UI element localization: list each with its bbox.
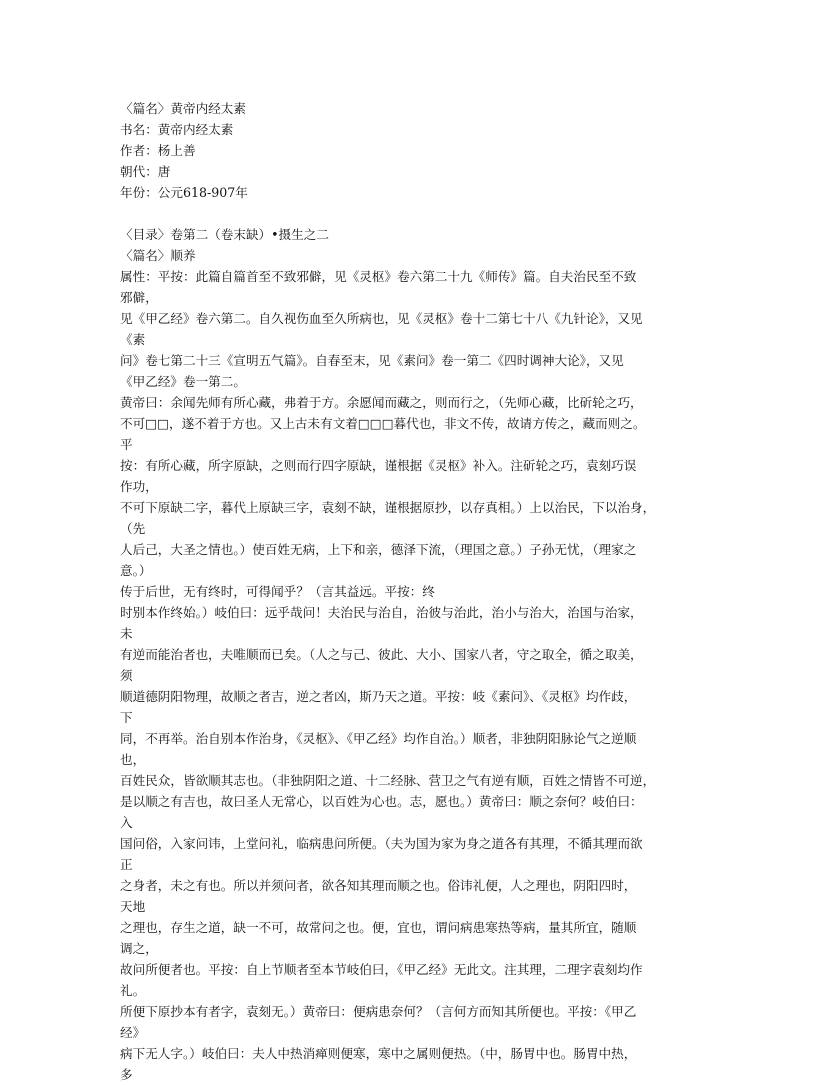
body-line: 邪僻， [120,290,158,305]
body-line: 黄帝曰：余闻先师有所心藏，弗着于方。余愿闻而藏之，则而行之，（先师心藏，比斫轮之巧， [120,395,643,410]
body-line: 正 [120,857,133,872]
body-line: 时别本作终始。）岐伯曰：远乎哉问！夫治民与治自，治彼与治此，治小与治大，治国与治家， [120,605,643,620]
document-body [120,224,696,1085]
header-line-years: 年份：公元618-907年 [120,185,248,200]
body-line: 传于后世，无有终时，可得闻乎？（言其益远。平按：终 [120,584,435,599]
body-line: 问》卷七第二十三《宣明五气篇》。自春至末，见《素问》卷一第二《四时调神大论》，又见 [120,353,624,368]
body-line: 按：有所心藏，所字原缺，之则而行四字原缺，谨根据《灵枢》补入。注斫轮之巧，袁刻巧误 [120,458,637,473]
body-line: 〈篇名〉顺养 [120,248,196,263]
body-line: 顺道德阴阳物理，故顺之者吉，逆之者凶，斯乃天之道。平按：岐《素问》、《灵枢》均作歧， [120,689,637,704]
section-spacer [120,203,696,224]
body-line: 《甲乙经》卷一第二。 [120,374,246,389]
body-line: 不可□□，遂不着于方也。又上古未有文着□□□暮代也，非文不传，故请方传之，藏而则之。 [120,416,646,431]
body-line: 属性：平按：此篇自篇首至不致邪僻，见《灵枢》卷六第二十九《师传》篇。自夫治民至不致 [120,269,637,284]
body-line: 见《甲乙经》卷六第二。自久视伤血至久所病也，见《灵枢》卷十二第七十八《九针论》，又见 [120,311,643,326]
body-line: 之理也，存生之道，缺一不可，故常问之也。便，宜也，谓问病患寒热等病，量其所宜，随顺 [120,920,637,935]
body-line: 意。） [120,563,152,578]
body-line: 未 [120,626,133,641]
body-line: 经》 [120,1025,146,1040]
body-line: 礼。 [120,983,146,998]
header-line-book-name: 书名：黄帝内经太素 [120,122,234,137]
body-line: 也， [120,752,146,767]
body-line: 病下无人字。）岐伯曰：夫人中热消瘅则便寒，寒中之属则便热。（中，肠胃中也。肠胃中热， [120,1046,637,1061]
body-line: 国问俗，入家问讳，上堂问礼，临病患问所便。（夫为国为家为身之道各有其理，不循其理而欲 [120,836,643,851]
body-line: 不可下原缺二字，暮代上原缺三字，袁刻不缺，谨根据原抄，以存真相。）上以治民，下以治身， [120,500,656,515]
body-line: 调之， [120,941,158,956]
body-line: 人后己，大圣之情也。）使百姓无病，上下和亲，德泽下流，（理国之意。）子孙无忧，（理家之 [120,542,637,557]
body-line: 同，不再举。治自别本作治身，《灵枢》、《甲乙经》均作自治。）顺者，非独阴阳脉论气之逆顺 [120,731,637,746]
body-line: 须 [120,668,133,683]
body-line: 入 [120,815,133,830]
header-line-title-tag: 〈篇名〉黄帝内经太素 [120,101,246,116]
body-line: 之身者，未之有也。所以并须问者，欲各知其理而顺之也。俗讳礼便，人之理也，阴阳四时， [120,878,637,893]
body-line: 平 [120,437,133,452]
body-line: 所便下原抄本有者字，袁刻无。）黄帝曰：便病患奈何？（言何方而知其所便也。平按：《甲乙 [120,1004,637,1019]
body-line: 有逆而能治者也，夫唯顺而已矣。（人之与己、彼此、大小、国家八者，守之取全，循之取美， [120,647,643,662]
body-line: 天地 [120,899,146,914]
header-line-author: 作者：杨上善 [120,143,196,158]
body-line: 下 [120,710,133,725]
document-page [120,98,696,1085]
body-line: 故问所便者也。平按：自上节顺者至本节岐伯曰，《甲乙经》无此文。注其理，二理字袁刻均作 [120,962,643,977]
header-line-dynasty: 朝代：唐 [120,164,171,179]
body-line: （先 [120,521,146,536]
body-line: 多 [120,1067,133,1082]
document-header [120,98,696,203]
body-line: 作功， [120,479,158,494]
body-line: 是以顺之有吉也，故曰圣人无常心，以百姓为心也。志，愿也。）黄帝曰：顺之奈何？岐伯曰： [120,794,643,809]
body-line: 〈目录〉卷第二（卷末缺）•摄生之二 [120,227,329,242]
body-line: 《素 [120,332,146,347]
body-line: 百姓民众，皆欲顺其志也。（非独阴阳之道、十二经脉、营卫之气有逆有顺，百姓之情皆不可逆， [120,773,656,788]
